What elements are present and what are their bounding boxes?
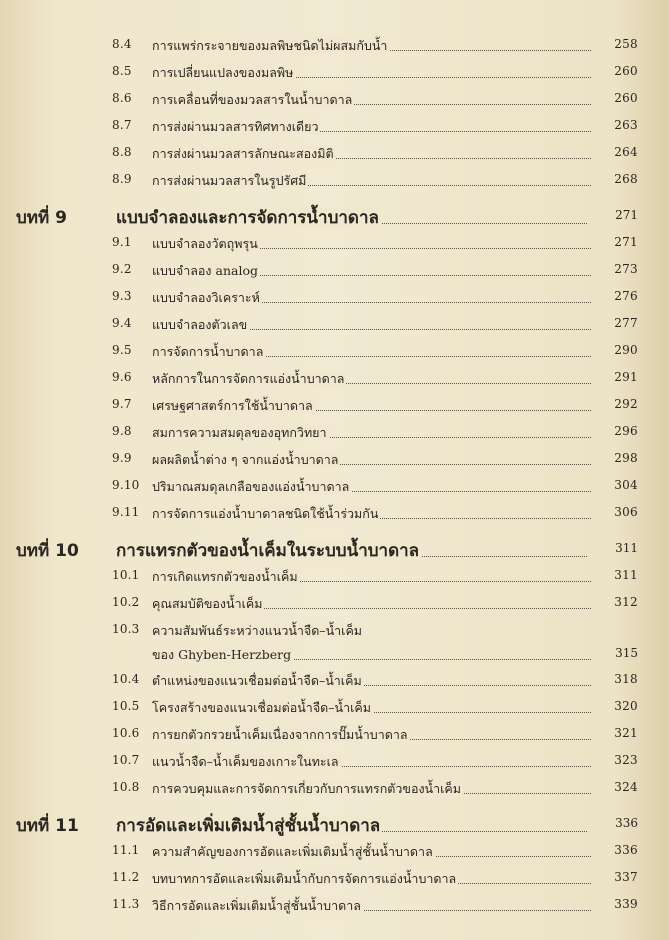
section-title [152, 752, 591, 772]
page-number: 315 [615, 646, 638, 660]
section-number: 10.5 [112, 699, 140, 713]
section-title [152, 261, 591, 281]
section-number: 11.3 [112, 897, 140, 911]
page-number: 260 [614, 91, 638, 105]
section-title [152, 621, 591, 641]
page-number: 337 [614, 870, 638, 884]
section-title-text: ผลผลิตน้ำต่าง ๆ จากแอ่งน้ำบาดาล [152, 452, 339, 467]
page-number: 318 [614, 672, 638, 686]
chapter-title [116, 812, 587, 839]
section-title-text: โครงสร้างของแนวเชื่อมต่อน้ำจืด–น้ำเค็ม [152, 700, 371, 715]
section-number: 10.3 [112, 622, 140, 636]
toc-entry [0, 617, 669, 641]
toc-entry [0, 113, 669, 137]
toc-entry [0, 590, 669, 614]
page-number: 324 [614, 780, 638, 794]
section-number: 9.6 [112, 370, 132, 384]
section-number: 8.4 [112, 37, 132, 51]
toc-entry [0, 446, 669, 470]
page-number: 320 [614, 699, 638, 713]
section-title [152, 779, 591, 799]
section-number: 9.2 [112, 262, 132, 276]
chapter-label: บทที่ 9 [16, 208, 67, 228]
page-number: 323 [614, 753, 638, 767]
section-title [152, 725, 591, 745]
section-title [152, 869, 591, 889]
section-number: 9.7 [112, 397, 132, 411]
section-title [152, 450, 591, 470]
chapter-title-text: แบบจำลองและการจัดการน้ำบาดาล [116, 208, 379, 228]
section-title-text: ความสัมพันธ์ระหว่างแนวน้ำจืด–น้ำเค็ม [152, 623, 363, 638]
section-title-text: แบบจำลองตัวเลข [152, 317, 248, 332]
toc-entry [0, 140, 669, 164]
section-title-text: แบบจำลอง analog [152, 263, 258, 278]
page-number: 336 [614, 843, 638, 857]
toc-entry [0, 230, 669, 254]
section-title-text: การจัดการน้ำบาดาล [152, 344, 264, 359]
section-title [152, 234, 591, 254]
chapter-label: บทที่ 10 [16, 541, 79, 561]
page-number: 296 [614, 424, 638, 438]
page-number: 321 [614, 726, 638, 740]
section-title [152, 90, 591, 110]
chapter-title [116, 204, 587, 231]
toc-entry [0, 694, 669, 718]
section-title-text: การยกตัวกรวยน้ำเค็มเนื่องจากการปั๊มน้ำบาดาล [152, 727, 408, 742]
section-title [152, 117, 591, 137]
page-number: 268 [614, 172, 638, 186]
page-number: 264 [614, 145, 638, 159]
section-title-text: การเปลี่ยนแปลงของมลพิษ [152, 65, 294, 80]
page-number: 306 [614, 505, 638, 519]
section-title-text: การส่งผ่านมวลสารลักษณะสองมิติ [152, 146, 334, 161]
page-number: 276 [614, 289, 638, 303]
section-title [152, 144, 591, 164]
section-number: 9.11 [112, 505, 140, 519]
page-number: 260 [614, 64, 638, 78]
section-number: 8.5 [112, 64, 132, 78]
section-title-text: การส่งผ่านมวลสารทิศทางเดียว [152, 119, 319, 134]
section-title-text: บทบาทการอัดและเพิ่มเติมน้ำกับการจัดการแอ่งน้ำบาดาล [152, 871, 457, 886]
toc-entry [0, 284, 669, 308]
page-number: 258 [614, 37, 638, 51]
section-title [152, 567, 591, 587]
page-number: 290 [614, 343, 638, 357]
section-number: 11.2 [112, 870, 140, 884]
section-title-text: การเกิดแทรกตัวของน้ำเค็ม [152, 569, 298, 584]
page-number: 312 [614, 595, 638, 609]
section-title-text: การส่งผ่านมวลสารในรูปรัศมี [152, 173, 307, 188]
toc-entry [0, 473, 669, 497]
chapter-title-text: การอัดและเพิ่มเติมน้ำสู่ชั้นน้ำบาดาล [116, 816, 381, 836]
page-number: 304 [614, 478, 638, 492]
section-number: 9.10 [112, 478, 140, 492]
section-title-text: แนวน้ำจืด–น้ำเค็มของเกาะในทะเล [152, 754, 339, 769]
toc-entry [0, 365, 669, 389]
page-number: 339 [614, 897, 638, 911]
section-number: 10.2 [112, 595, 140, 609]
section-title [152, 288, 591, 308]
section-number: 8.8 [112, 145, 132, 159]
toc-entry [0, 865, 669, 889]
section-number: 8.9 [112, 172, 132, 186]
section-title [152, 342, 591, 362]
toc-entry [0, 838, 669, 862]
section-title-text: ปริมาณสมดุลเกลือของแอ่งน้ำบาดาล [152, 479, 350, 494]
section-title [152, 36, 591, 56]
toc-entry [0, 419, 669, 443]
section-number: 9.5 [112, 343, 132, 357]
section-title [152, 63, 591, 83]
section-title [152, 369, 591, 389]
page-number: 311 [615, 541, 638, 555]
toc-entry [0, 775, 669, 799]
section-title-text: ตำแหน่งของแนวเชื่อมต่อน้ำจืด–น้ำเค็ม [152, 673, 362, 688]
toc-entry [0, 721, 669, 745]
section-number: 8.7 [112, 118, 132, 132]
page-number: 311 [614, 568, 638, 582]
toc-entry [0, 563, 669, 587]
page-number: 273 [614, 262, 638, 276]
section-number: 9.1 [112, 235, 132, 249]
chapter-title-text: การแทรกตัวของน้ำเค็มในระบบน้ำบาดาล [116, 541, 420, 561]
toc-entry [0, 667, 669, 691]
section-number: 9.8 [112, 424, 132, 438]
section-number: 9.4 [112, 316, 132, 330]
page-number: 271 [615, 208, 638, 222]
chapter-heading [0, 531, 669, 565]
page-number: 271 [614, 235, 638, 249]
chapter-title [116, 537, 587, 564]
section-title-text: การแพร่กระจายของมลพิษชนิดไม่ผสมกับน้ำ [152, 38, 388, 53]
section-number: 11.1 [112, 843, 140, 857]
toc-entry [0, 748, 669, 772]
toc-entry [0, 641, 669, 665]
toc-entry [0, 392, 669, 416]
toc-entry [0, 311, 669, 335]
chapter-heading [0, 198, 669, 232]
page-number: 263 [614, 118, 638, 132]
chapter-label: บทที่ 11 [16, 816, 79, 836]
section-title-text: ของ Ghyben-Herzberg [152, 647, 292, 662]
section-title-text: แบบจำลองวัตถุพรุน [152, 236, 258, 251]
toc-entry [0, 257, 669, 281]
toc-entry [0, 500, 669, 524]
section-number: 9.3 [112, 289, 132, 303]
page-number: 336 [615, 816, 638, 830]
section-title [152, 698, 591, 718]
section-title [152, 842, 591, 862]
section-title [152, 171, 591, 191]
section-title-text: การควบคุมและการจัดการเกี่ยวกับการแทรกตัวของน้ำเค็ม [152, 781, 461, 796]
section-title-text: ความสำคัญของการอัดและเพิ่มเติมน้ำสู่ชั้นน้ำบาดาล [152, 844, 433, 859]
section-title-text: วิธีการอัดและเพิ่มเติมน้ำสู่ชั้นน้ำบาดาล [152, 898, 361, 913]
section-number: 8.6 [112, 91, 132, 105]
section-title [152, 423, 591, 443]
section-title [152, 671, 591, 691]
toc-entry [0, 86, 669, 110]
section-title-text: การเคลื่อนที่ของมวลสารในน้ำบาดาล [152, 92, 353, 107]
page-number: 277 [614, 316, 638, 330]
section-title-text: การจัดการแอ่งน้ำบาดาลชนิดใช้น้ำร่วมกัน [152, 506, 379, 521]
section-title-text: คุณสมบัติของน้ำเค็ม [152, 596, 263, 611]
section-title [152, 477, 591, 497]
toc-entry [0, 32, 669, 56]
section-title [152, 594, 591, 614]
section-number: 9.9 [112, 451, 132, 465]
section-number: 10.4 [112, 672, 140, 686]
section-title-text: สมการความสมดุลของอุทกวิทยา [152, 425, 327, 440]
section-number: 10.6 [112, 726, 140, 740]
section-title-text: เศรษฐศาสตร์การใช้น้ำบาดาล [152, 398, 313, 413]
section-title [152, 896, 591, 916]
section-title [152, 504, 591, 524]
section-number: 10.8 [112, 780, 140, 794]
section-title-text: หลักการในการจัดการแอ่งน้ำบาดาล [152, 371, 345, 386]
toc-entry [0, 59, 669, 83]
section-title [152, 315, 591, 335]
page-number: 291 [614, 370, 638, 384]
page-number: 298 [614, 451, 638, 465]
page-number: 292 [614, 397, 638, 411]
toc-entry [0, 167, 669, 191]
chapter-heading [0, 806, 669, 840]
section-title [152, 396, 591, 416]
section-title-continued [152, 645, 591, 665]
section-title-text: แบบจำลองวิเคราะห์ [152, 290, 260, 305]
toc-entry [0, 892, 669, 916]
section-number: 10.1 [112, 568, 140, 582]
section-number: 10.7 [112, 753, 140, 767]
toc-entry [0, 338, 669, 362]
